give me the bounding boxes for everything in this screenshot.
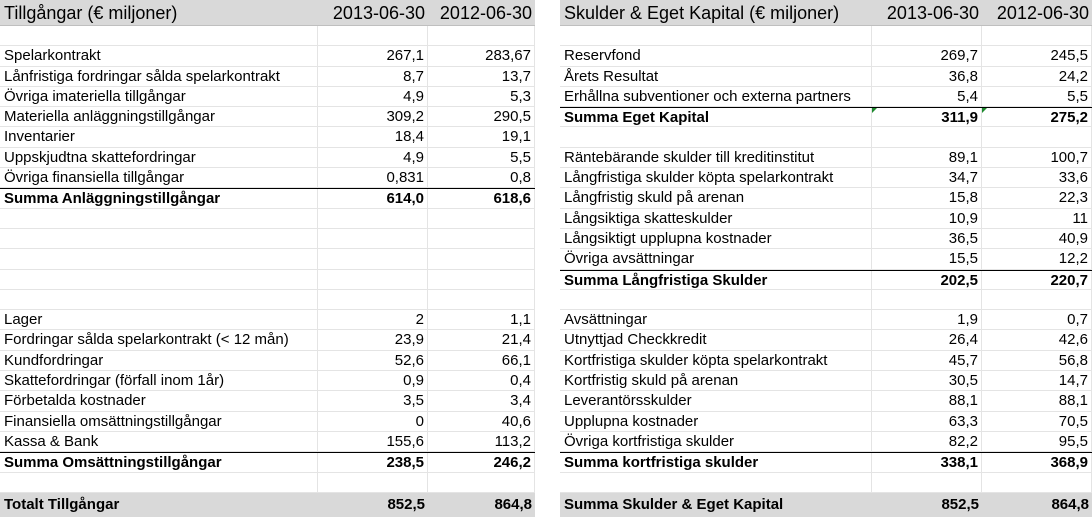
value-2012[interactable]: 0,4 — [428, 371, 535, 390]
value-2012[interactable]: 3,4 — [428, 391, 535, 410]
row-label[interactable]: Årets Resultat — [560, 67, 872, 86]
table-row — [560, 391, 1092, 411]
row-label[interactable]: Övriga imateriella tillgångar — [0, 87, 318, 106]
header-title[interactable]: Skulder & Eget Kapital (€ miljoner) — [564, 3, 840, 23]
value-2013[interactable]: 614,0 — [318, 189, 428, 207]
table-row — [560, 351, 1092, 371]
value-2012[interactable] — [428, 209, 535, 228]
subtotal-row — [0, 188, 535, 208]
value-2013[interactable]: 309,2 — [318, 107, 428, 126]
subtotal-row — [0, 452, 535, 472]
table-row — [560, 46, 1092, 66]
table-row — [0, 391, 535, 411]
cell-comment-marker — [872, 108, 877, 113]
table-row — [0, 148, 535, 168]
table-row — [560, 188, 1092, 208]
row-label[interactable]: Spelarkontrakt — [0, 46, 318, 65]
value-2012[interactable] — [428, 290, 535, 309]
table-row — [560, 412, 1092, 432]
row-label[interactable] — [0, 209, 318, 228]
value-2013[interactable] — [872, 290, 982, 309]
value-2013[interactable]: 2 — [318, 310, 428, 329]
blank-row — [0, 473, 535, 493]
row-label[interactable]: Summa Anläggningstillgångar — [0, 189, 318, 207]
row-label[interactable]: Lager — [0, 310, 318, 329]
row-label[interactable] — [0, 26, 318, 45]
value-2013[interactable]: 8,7 — [318, 67, 428, 86]
subtotal-row — [560, 107, 1092, 127]
value-2013[interactable] — [318, 290, 428, 309]
row-label[interactable]: Summa Långfristiga Skulder — [560, 271, 872, 289]
value-2012[interactable]: 245,5 — [982, 46, 1092, 65]
row-label[interactable]: Upplupna kostnader — [560, 412, 872, 431]
value-2013[interactable] — [872, 26, 982, 45]
total-2012[interactable]: 864,8 — [494, 495, 532, 513]
value-2012[interactable]: 42,6 — [982, 330, 1092, 349]
value-2012[interactable]: 290,5 — [428, 107, 535, 126]
cell-comment-marker — [982, 108, 987, 113]
row-label[interactable] — [0, 249, 318, 268]
table-row — [560, 432, 1092, 452]
row-label[interactable]: Övriga kortfristiga skulder — [560, 432, 872, 451]
value-2012[interactable]: 0,7 — [982, 310, 1092, 329]
value-2012[interactable]: 40,9 — [982, 229, 1092, 248]
table-row — [0, 127, 535, 147]
value-2012[interactable]: 95,5 — [982, 432, 1092, 451]
value-2013[interactable]: 4,9 — [318, 87, 428, 106]
value-2013[interactable]: 89,1 — [872, 148, 982, 167]
row-label[interactable]: Övriga finansiella tillgångar — [0, 168, 318, 187]
blank-row — [560, 26, 1092, 46]
value-2012[interactable]: 11 — [982, 209, 1092, 228]
table-row — [560, 249, 1092, 269]
value-2012[interactable]: 88,1 — [982, 391, 1092, 410]
value-2012[interactable]: 33,6 — [982, 168, 1092, 187]
row-label[interactable] — [0, 473, 318, 492]
value-2013[interactable]: 3,5 — [318, 391, 428, 410]
value-2013[interactable]: 36,8 — [872, 67, 982, 86]
value-2013[interactable]: 1,9 — [872, 310, 982, 329]
row-label[interactable]: Kortfristiga skulder köpta spelarkontrakt — [560, 351, 872, 370]
row-label[interactable]: Inventarier — [0, 127, 318, 146]
value-2012[interactable]: 14,7 — [982, 371, 1092, 390]
row-label[interactable]: Förbetalda kostnader — [0, 391, 318, 410]
value-2013[interactable]: 23,9 — [318, 330, 428, 349]
value-2013[interactable]: 45,7 — [872, 351, 982, 370]
value-2013[interactable] — [872, 127, 982, 146]
row-label[interactable]: Uppskjudtna skattefordringar — [0, 148, 318, 167]
row-label[interactable]: Fordringar sålda spelarkontrakt (< 12 mån) — [0, 330, 318, 349]
value-2013[interactable]: 15,8 — [872, 188, 982, 207]
value-2013[interactable]: 5,4 — [872, 87, 982, 106]
value-2012[interactable] — [982, 290, 1092, 309]
row-label[interactable]: Långsiktiga skatteskulder — [560, 209, 872, 228]
value-2012[interactable]: 21,4 — [428, 330, 535, 349]
table-row — [0, 371, 535, 391]
value-2013[interactable]: 18,4 — [318, 127, 428, 146]
subtotal-row — [560, 452, 1092, 472]
row-label[interactable]: Leverantörsskulder — [560, 391, 872, 410]
value-2013[interactable] — [318, 209, 428, 228]
value-2012[interactable]: 100,7 — [982, 148, 1092, 167]
table-row — [560, 148, 1092, 168]
row-label[interactable]: Summa Eget Kapital — [560, 108, 872, 126]
table-row — [0, 310, 535, 330]
value-2013[interactable]: 52,6 — [318, 351, 428, 370]
table-row — [0, 412, 535, 432]
total-2013[interactable]: 852,5 — [387, 495, 425, 513]
value-2013[interactable]: 238,5 — [318, 453, 428, 471]
value-2013[interactable]: 0 — [318, 412, 428, 431]
row-label[interactable]: Materiella anläggningstillgångar — [0, 107, 318, 126]
value-2013[interactable]: 63,3 — [872, 412, 982, 431]
row-label[interactable]: Övriga avsättningar — [560, 249, 872, 268]
value-2013[interactable]: 30,5 — [872, 371, 982, 390]
table-row — [0, 87, 535, 107]
value-2012[interactable] — [982, 473, 1092, 492]
value-2013[interactable]: 10,9 — [872, 209, 982, 228]
value-2012[interactable]: 22,3 — [982, 188, 1092, 207]
table-row — [0, 67, 535, 87]
grand-total-row — [560, 493, 1092, 517]
blank-row — [0, 249, 535, 269]
value-2013[interactable]: 269,7 — [872, 46, 982, 65]
row-label[interactable] — [560, 473, 872, 492]
header-col-2013[interactable]: 2013-06-30 — [332, 3, 425, 23]
value-2013[interactable]: 82,2 — [872, 432, 982, 451]
value-2013[interactable] — [318, 229, 428, 248]
value-2012[interactable]: 56,8 — [982, 351, 1092, 370]
table-row — [560, 310, 1092, 330]
value-2013[interactable]: 26,4 — [872, 330, 982, 349]
value-2012[interactable]: 283,67 — [428, 46, 535, 65]
value-2012[interactable] — [982, 127, 1092, 146]
header-title[interactable]: Tillgångar (€ miljoner) — [4, 3, 178, 23]
blank-row — [0, 290, 535, 310]
row-label[interactable]: Långfristig skuld på arenan — [560, 188, 872, 207]
row-label[interactable] — [0, 229, 318, 248]
row-label[interactable] — [0, 290, 318, 309]
column-gap — [535, 0, 560, 515]
header-col-2012[interactable]: 2012-06-30 — [996, 3, 1089, 23]
value-2013[interactable]: 311,9 — [872, 108, 982, 126]
row-label[interactable]: Lånfristiga fordringar sålda spelarkontrakt — [0, 67, 318, 86]
table-row — [560, 330, 1092, 350]
row-label[interactable]: Reservfond — [560, 46, 872, 65]
row-label[interactable]: Summa kortfristiga skulder — [560, 453, 872, 471]
table-row — [0, 330, 535, 350]
row-label[interactable]: Utnyttjad Checkkredit — [560, 330, 872, 349]
row-label[interactable]: Kortfristig skuld på arenan — [560, 371, 872, 390]
value-2012[interactable]: 40,6 — [428, 412, 535, 431]
table-row — [560, 67, 1092, 87]
total-2013[interactable]: 852,5 — [941, 495, 979, 513]
value-2012[interactable]: 5,5 — [982, 87, 1092, 106]
blank-row — [0, 229, 535, 249]
row-label[interactable]: Skattefordringar (förfall inom 1år) — [0, 371, 318, 390]
value-2013[interactable]: 15,5 — [872, 249, 982, 268]
value-2013[interactable]: 338,1 — [872, 453, 982, 471]
value-2012[interactable]: 12,2 — [982, 249, 1092, 268]
row-label[interactable]: Summa Omsättningstillgångar — [0, 453, 318, 471]
assets-table — [0, 0, 535, 515]
total-label[interactable]: Summa Skulder & Eget Kapital — [564, 495, 784, 513]
value-2012[interactable]: 66,1 — [428, 351, 535, 370]
value-2013[interactable]: 88,1 — [872, 391, 982, 410]
value-2012[interactable] — [428, 229, 535, 248]
value-2012[interactable] — [428, 270, 535, 289]
total-2012[interactable]: 864,8 — [1051, 495, 1089, 513]
value-2012[interactable] — [428, 26, 535, 45]
table-header — [0, 0, 535, 26]
value-2013[interactable]: 155,6 — [318, 432, 428, 451]
table-row — [0, 46, 535, 66]
table-row — [0, 107, 535, 127]
row-label[interactable]: Kundfordringar — [0, 351, 318, 370]
value-2012[interactable]: 0,8 — [428, 168, 535, 187]
table-row — [560, 229, 1092, 249]
row-label[interactable]: Finansiella omsättningstillgångar — [0, 412, 318, 431]
value-2012[interactable]: 5,3 — [428, 87, 535, 106]
value-2012[interactable]: 113,2 — [428, 432, 535, 451]
table-row — [0, 432, 535, 452]
value-2012[interactable]: 618,6 — [428, 189, 535, 207]
blank-row — [0, 209, 535, 229]
value-2012[interactable]: 246,2 — [428, 453, 535, 471]
row-label[interactable]: Avsättningar — [560, 310, 872, 329]
table-row — [560, 209, 1092, 229]
subtotal-row — [560, 270, 1092, 290]
value-2012[interactable]: 1,1 — [428, 310, 535, 329]
table-row — [0, 351, 535, 371]
value-2012[interactable]: 19,1 — [428, 127, 535, 146]
blank-row — [0, 270, 535, 290]
header-col-2012[interactable]: 2012-06-30 — [439, 3, 532, 23]
table-row — [560, 168, 1092, 188]
value-2013[interactable] — [872, 473, 982, 492]
table-row — [0, 168, 535, 188]
row-label[interactable]: Erhållna subventioner och externa partners — [560, 87, 872, 106]
row-label[interactable]: Långfristiga skulder köpta spelarkontrakt — [560, 168, 872, 187]
value-2013[interactable] — [318, 270, 428, 289]
table-row — [560, 87, 1092, 107]
header-col-2013[interactable]: 2013-06-30 — [886, 3, 979, 23]
value-2012[interactable]: 13,7 — [428, 67, 535, 86]
value-2013[interactable] — [318, 249, 428, 268]
value-2012[interactable] — [982, 26, 1092, 45]
value-2013[interactable]: 4,9 — [318, 148, 428, 167]
value-2013[interactable]: 34,7 — [872, 168, 982, 187]
table-header — [560, 0, 1092, 26]
row-label[interactable] — [560, 290, 872, 309]
blank-row — [560, 290, 1092, 310]
value-2012[interactable]: 5,5 — [428, 148, 535, 167]
value-2013[interactable]: 0,831 — [318, 168, 428, 187]
value-2013[interactable]: 36,5 — [872, 229, 982, 248]
row-label[interactable] — [0, 270, 318, 289]
blank-row — [560, 473, 1092, 493]
row-label[interactable] — [560, 127, 872, 146]
blank-row — [560, 127, 1092, 147]
value-2013[interactable]: 202,5 — [872, 271, 982, 289]
row-label[interactable]: Kassa & Bank — [0, 432, 318, 451]
grand-total-row — [0, 493, 535, 517]
row-label[interactable] — [560, 26, 872, 45]
value-2013[interactable] — [318, 26, 428, 45]
liabilities-table — [560, 0, 1092, 515]
value-2012[interactable] — [428, 249, 535, 268]
value-2012[interactable]: 368,9 — [982, 453, 1092, 471]
row-label[interactable]: Långsiktigt upplupna kostnader — [560, 229, 872, 248]
value-2012[interactable]: 275,2 — [982, 108, 1092, 126]
value-2012[interactable]: 220,7 — [982, 271, 1092, 289]
value-2012[interactable]: 24,2 — [982, 67, 1092, 86]
value-2012[interactable] — [428, 473, 535, 492]
value-2013[interactable]: 267,1 — [318, 46, 428, 65]
blank-row — [0, 26, 535, 46]
row-label[interactable]: Räntebärande skulder till kreditinstitut — [560, 148, 872, 167]
value-2013[interactable]: 0,9 — [318, 371, 428, 390]
total-label[interactable]: Totalt Tillgångar — [4, 495, 120, 513]
value-2013[interactable] — [318, 473, 428, 492]
value-2012[interactable]: 70,5 — [982, 412, 1092, 431]
table-row — [560, 371, 1092, 391]
